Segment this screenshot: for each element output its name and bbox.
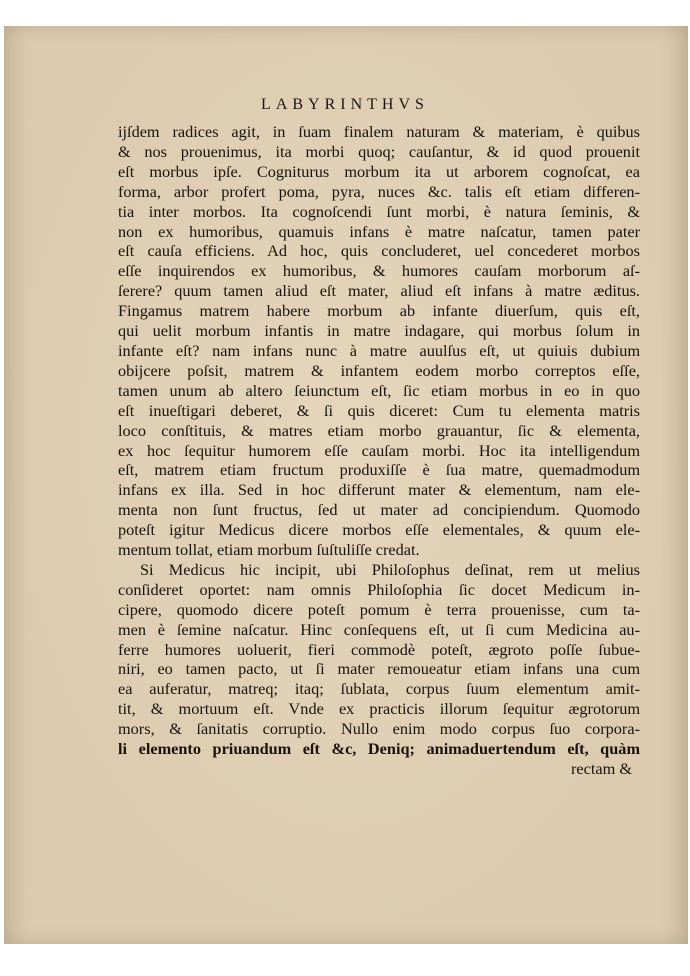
text-line: conſideret oportet: nam omnis Philoſophia ſic docet Medicum in- [118,579,640,599]
text-line: infans ex illa. Sed in hoc differunt mater & elementum, nam ele- [118,480,640,500]
text-line: menta non ſunt fructus, ſed ut mater ad concipiendum. Quomodo [118,500,640,520]
paragraph-first-line: Si Medicus hic incipit, ubi Philoſophus deſinat, rem ut melius [140,559,640,579]
text-line: & nos prouenimus, ita morbi quoq; cauſantur, & id quod prouenit [118,141,640,161]
text-line: li elemento priuandum eſt &c, Deniq; animaduertendum eſt, quàm [118,739,640,759]
text-line: loco conſtituis, & matres etiam morbo grauantur, ſic & elementa, [118,420,640,440]
text-line: eſſe inquirendos ex humoribus, & humores cauſam morborum aſ- [118,261,640,281]
text-line: eſt, matrem etiam fructum produxiſſe è ſua matre, quemadmodum [118,460,640,480]
text-line: ex hoc ſequitur humorem eſſe cauſam morbi. Hoc ita intelligendum [118,440,640,460]
text-line: obijcere poſsit, matrem & infantem eodem morbo correptos eſſe, [118,360,640,380]
body-text [118,122,640,779]
text-line: infante eſt? nam infans nunc à matre auulſus eſt, ut quiuis dubium [118,340,640,360]
text-line: eſt cauſa efficiens. Ad hoc, quis concluderet, uel concederet morbos [118,241,640,261]
text-line: mentum tollat, etiam morbum ſuſtuliſſe credat. [118,540,420,560]
text-line: forma, arbor profert poma, pyra, nuces &c. talis eſt etiam differen- [118,181,640,201]
text-line: tit, & mortuum eſt. Vnde ex practicis illorum ſequitur ægrotorum [118,699,640,719]
text-line: mors, & ſanitatis corruptio. Nullo enim modo corpus ſuo corpora- [118,719,640,739]
text-line: cipere, quomodo dicere poteſt pomum è terra prouenisse, cum ta- [118,599,640,619]
text-line: tia inter morbos. Ita cognoſcendi ſunt morbi, è natura ſeminis, & [118,201,640,221]
text-line: Fingamus matrem habere morbum ab infante diuerſum, quis eſt, [118,301,640,321]
catchword: rectam & [570,759,632,778]
text-line: eſt inueſtigari deberet, & ſi quis diceret: Cum tu elementa matris [118,400,640,420]
text-line: men è ſemine naſcatur. Hinc conſequens eſt, ut ſi cum Medicina au- [118,619,640,639]
text-line: ſerere? quum tamen aliud eſt mater, aliud eſt infans à matre æditus. [118,281,640,301]
text-line: eſt morbus ipſe. Cogniturus morbum ita ut arborem cognoſcat, ea [118,161,640,181]
text-line: tamen unum ab altero ſeiunctum eſt, ſic etiam morbus in eo in quo [118,380,640,400]
text-line: qui uelit morbum infantis in matre indagare, qui morbus ſolum in [118,321,640,341]
running-header: LABYRINTHVS [261,96,429,113]
text-line: non ex humoribus, quamuis infans è matre naſcatur, tamen pater [118,221,640,241]
text-line: niri, eo tamen pacto, ut ſi mater remoueatur etiam infans una cum [118,659,640,679]
text-line: ferre humores uoluerit, fieri commodè poteſt, ægroto poſſe ſubue- [118,639,640,659]
text-line: ijſdem radices agit, in ſuam finalem naturam & materiam, è quibus [118,122,640,141]
text-line: ea auferatur, matreq; itaq; ſublata, corpus ſuum elementum amit- [118,679,640,699]
text-line: poteſt igitur Medicus dicere morbos eſſe elementales, & quum ele- [118,520,640,540]
